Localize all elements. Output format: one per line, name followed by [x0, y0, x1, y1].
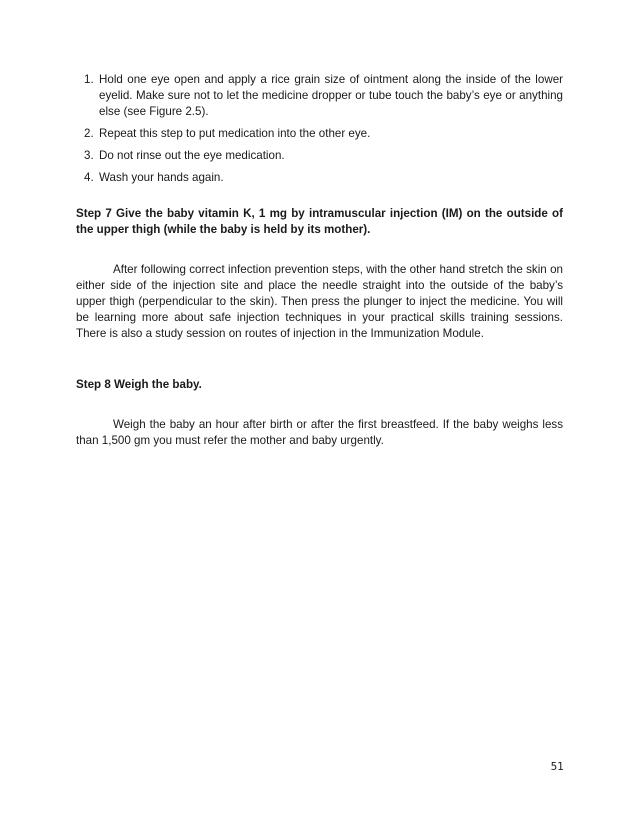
list-item	[76, 170, 563, 186]
step8-heading: Step 8 Weigh the baby.	[76, 378, 202, 391]
list-item-number: 4.	[84, 171, 94, 184]
list-item-text: Repeat this step to put medication into the other eye.	[99, 127, 371, 140]
step7-heading: Step 7 Give the baby vitamin K, 1 mg by intramuscular injection (IM) on the outside of the upper thigh (while the baby is held by its mother).	[76, 207, 563, 236]
step7-body-paragraph: After following correct infection prevention steps, with the other hand stretch the skin on either side of the injection site and place the needle straight into the outside of the baby’s upper thigh (perpendicular to the skin). Then press the plunger to inject the medicine. You will be learning more about safe injection techniques in your practical skills training sessions. There is also a study session on routes of injection in the Immunization Module.	[76, 263, 563, 340]
instruction-list	[76, 72, 563, 192]
list-item-number: 2.	[84, 127, 94, 140]
list-item	[76, 72, 563, 120]
list-item	[76, 126, 563, 142]
list-item-number: 1.	[84, 73, 94, 86]
list-item-text: Wash your hands again.	[99, 171, 224, 184]
page-number: 51	[550, 761, 564, 773]
list-item-text: Do not rinse out the eye medication.	[99, 149, 285, 162]
step8-body-paragraph: Weigh the baby an hour after birth or after the first breastfeed. If the baby weighs less than 1,500 gm you must refer the mother and baby urgently.	[76, 418, 563, 447]
list-item-number: 3.	[84, 149, 94, 162]
list-item-text: Hold one eye open and apply a rice grain size of ointment along the inside of the lower eyelid. Make sure not to let the medicine dropper or tube touch the baby’s eye or anything else (see Figure 2.5).	[99, 73, 563, 118]
list-item	[76, 148, 563, 164]
